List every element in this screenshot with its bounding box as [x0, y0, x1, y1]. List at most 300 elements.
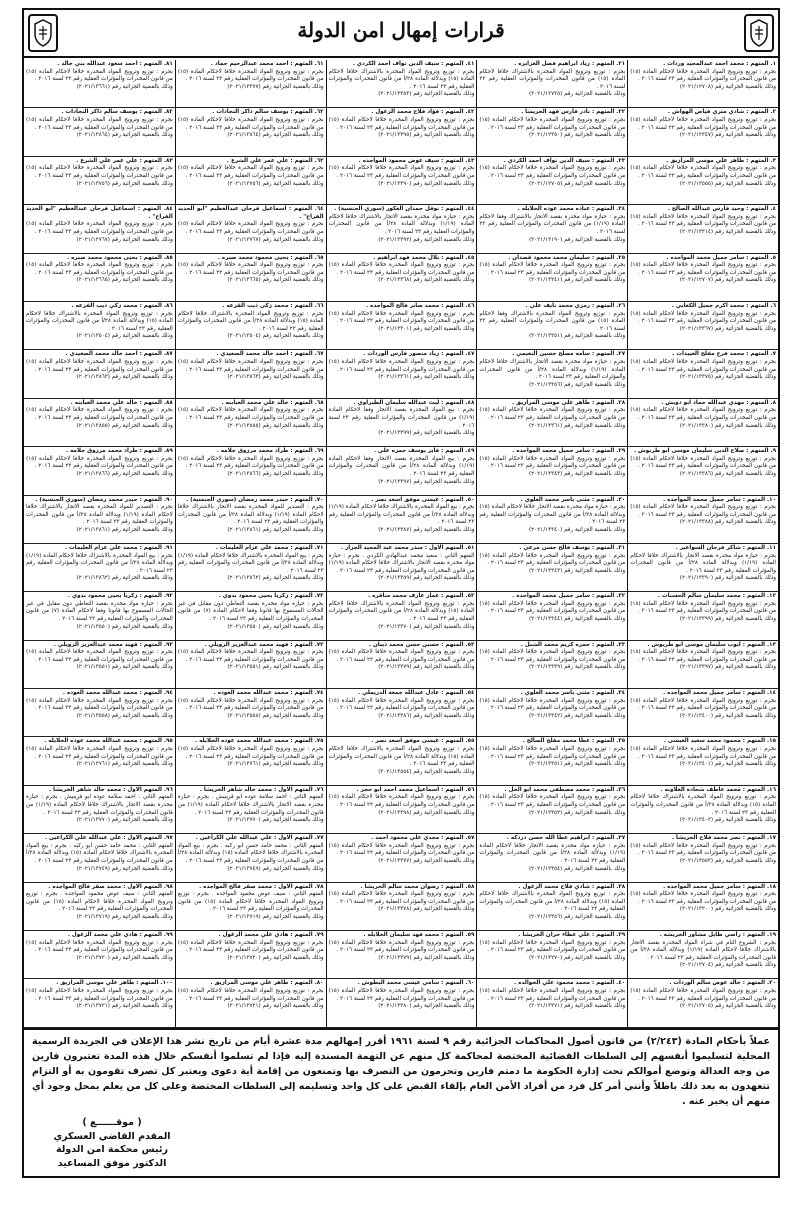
entry-defendant: ٩. المتهم : صلاح الدين سليمان موسى ابو طربوش .: [633, 448, 776, 455]
entry-case-number: وذلك بالقضية الجزائية رقم (٢٠٢١/١٣٧٦٧): [76, 236, 173, 243]
entry-defendant: ٦٦. المتهم : محمد زكي ذيب القزعه .: [222, 302, 324, 309]
entry-defendant: ٣١. المتهم : يوسف فالح حسن مرعي .: [519, 544, 626, 551]
signature-label: ( موقــــــع ): [82, 1117, 142, 1128]
entry-case-number: وذلك بالقضية الجزائية رقم (٢٠٢١/١٣٣٩٠): [378, 180, 475, 187]
entry-charge: بجرم : توزيع وترويج المواد المخدرة خلافا لاحكام المادة (١٥) من قانون المخدرات والمؤثرات العقلية رقم ٢٣ لسنة ٢٠١٦ .: [328, 794, 475, 809]
entry-charge: المتهم الثاني : محمد حامد حسن ابو ركبه . بجرم : بيع المواد المخدرة بالاشتراك خلافا لاحكام المادة (١٥) وبدلالة المادة ٢٨/أ من قانون المخدرات والمؤثرات العقلية رقم ٢٣ لسنة ٢٠١٦ .: [177, 842, 324, 865]
entry-charge: بجرم : حيازة مواد مخدرة بقصد الاتجار بالاشتراك خلافا لاحكام المادة (١/١٩) وبدلالة المادة ٢٨/أ من قانون المخدرات والمؤثرات العقلية رقم ٢٣ لسنة ٢٠١٦ .: [479, 358, 626, 381]
entry-defendant: ٢١. المتهم : زياد ابراهيم فضل العزايزه .: [514, 61, 626, 67]
decision-entry: [176, 60, 326, 108]
entry-defendant: ٦٣. المتهم : علي عمر علي الشرع .: [226, 157, 324, 164]
entry-defendant: ٤. المتهم : وحيد فارس عبدالله الصالح .: [667, 206, 776, 213]
entry-case-number: وذلك بالقضية الجزائية رقم (٢٠٢١/١٣٤٠١): [679, 761, 776, 768]
entry-defendant: ٣٤. المتهم : مثنى ياسر محمد العلوي .: [520, 690, 626, 697]
decision-entry: [477, 60, 627, 108]
entry-case-number: وذلك بالقضية الجزائية رقم (٢٠٢١/١٢٧٠٥): [528, 180, 626, 187]
decision-entry: [628, 931, 778, 979]
entry-defendant: ٩٧. المتهم الاول : علي عبدالله علي الكراعين .: [44, 835, 173, 842]
decision-entry: [176, 205, 326, 253]
entry-case-number: وذلك بالقضية الجزائية رقم (٢٠٢١/١٣٥٥٨): [227, 712, 324, 719]
entry-defendant: ٤٠. المتهم : محمد محمود علي الخوالده .: [514, 980, 626, 987]
entry-charge: بجرم : توزيع وترويج المواد المخدرة بالاشتراك خلافا لاحكام المادة (١٥) وبدلالة المادة ٢٨/أ من قانون المخدرات والمؤثرات العقلية رقم ٢٣ لسنة ٢٠١٦ .: [26, 310, 173, 332]
entry-defendant: ٥. المتهم : سامر جميل محمد المواجده .: [666, 254, 776, 261]
entry-case-number: وذلك بالقضية الجزائية رقم (٢٠٢١/١٣٣٥١): [528, 333, 626, 340]
decision-entry: [24, 205, 175, 253]
entry-charge: بجرم : الشروع التام في شراء المواد المخدرة بقصد الاتجار بالاشتراك خلافا لاحكام المادة (١/١٩) وبدلالة المادة ٢٨/أ من قانون المخدرات والمؤثرات العقلية رقم ٢٣ لسنة ٢٠١٦ .: [630, 939, 776, 961]
entry-defendant: ٤٢. المتهم : فؤاد فلاح محمد الزغول .: [371, 109, 475, 116]
entry-case-number: وذلك بالقضية الجزائية رقم (٢٠٢١/١٢٧٠٧): [679, 277, 776, 284]
entry-charge: المتهم الثاني : سيف عوض محمود المواجده . بجرم : توزيع وترويج المواد المخدرة خلافا لاحكام المادة (١٥) من قانون المخدرات والمؤثرات العقلية رقم ٢٣ لسنة ٢٠١٦ .: [177, 891, 324, 913]
entry-defendant: ١٤. المتهم : سامر جميل محمد المواجده .: [663, 690, 776, 697]
entry-charge: بجرم : حيازة مواد مخدرة بقصد الاتجار خلافا لاحكام المادة (١/١٩) وبدلالة المادة ٢٨/أ من قانون المخدرات والمؤثرات العقلية رقم ٢٣ لسنة ٢٠١٦ .: [479, 842, 626, 865]
decision-entry: [24, 302, 175, 350]
decision-entry: [327, 931, 477, 979]
notice-text: عملاً بأحكام المادة (٢/٢٤٣) من قانون أصول المحاكمات الجزائية رقم ٩ لسنة ١٩٦١ أقرر إمهالهم مدة عشرة أيام من تاريخ نشر هذا الإعلان في الجريدة الرسمية المحلية لتسليموا أنفسهم إلى السلطات القضائية المختصة لمحاكمة كل منهم عن التهمة المسندة إليه فإذا لم تسلموا أنفسكم خلال هذه المدة تعتبرون فارين من وجه العدالة وتوضع أموالكم تحت إدارة الحكومة ما دمتم فارين وتحرمون من التصرف بها وتمنعون من إقامة أية دعوى ويعتبر كل تصرف تقومون به أو التزام تتعهدون به بعد ذلك باطلاً وأنني أمر كل فرد من أفراد الأمن العام بإلقاء القبض على كل واحد وتسليمه إلى السلطات المختصة وعلى كل من يعلم بمحل وجود أي منهم أن يخبر عنه .: [32, 1036, 771, 1107]
entry-case-number: وذلك بالقضية الجزائية رقم (٢٠٢١/١٣١٩٠): [528, 236, 626, 243]
decision-entry: [327, 689, 477, 737]
signature-block: [32, 1116, 192, 1170]
entry-case-number: وذلك بالقضية الجزائية رقم (٢٠٢١/١٢٧٠٥): [679, 1003, 776, 1010]
entry-defendant: ٧٢. المتهم : زكريا يحيى محمود بدوي .: [218, 593, 324, 600]
entry-charge: بجرم : حيازة مواد مخدرة بقصد الاتجار بالاشتراك خلافا لاحكام المادة (١/١٩) وبدلالة المادة ٢٨/أ من قانون المخدرات والمؤثرات العقلية رقم ٢٣ لسنة ٢٠١٦ .: [328, 213, 475, 235]
entry-defendant: ٨٠. المتهم : طاهر علي موسى المرازيق .: [210, 980, 324, 987]
decision-entry: [628, 979, 778, 1027]
decision-entry: [24, 399, 175, 447]
entry-charge: بجرم : توزيع وترويج المواد المخدرة خلافا لاحكام المادة (١٥) من قانون المخدرات والمؤثرات العقلية رقم ٢٣ لسنة ٢٠١٦ .: [26, 221, 173, 235]
entry-defendant: ٢٣. المتهم : سيف الدين نواف احمد الكردي .: [503, 157, 626, 164]
entry-charge: بجرم : توزيع وترويج المواد المخدرة خلافا لاحكام المادة (١٥) من قانون المخدرات والمؤثرات العقلية رقم ٢٣ لسنة ٢٠١٦ .: [328, 842, 475, 857]
entry-case-number: وذلك بالقضية الجزائية رقم (٢٠٢١/١٣٣٣٩): [528, 664, 626, 671]
decision-entry: [176, 496, 326, 544]
entry-case-number: وذلك بالقضية الجزائية رقم (٢٠٢١/١٣٣٨٦): [378, 712, 475, 719]
entry-defendant: ٤٦. المتهم : محمد صابر فالح المواجده .: [366, 302, 475, 309]
entry-defendant: ٧٣. المتهم : فهيد محمد عبدالعزيز الرويلي .: [204, 641, 324, 648]
entry-case-number: وذلك بالقضية الجزائية رقم (٢٠٢١/١٣٣١٤): [679, 228, 776, 235]
entry-charge: بجرم : توزيع وترويج المواد المخدرة خلافا لاحكام المادة (١٥) من قانون المخدرات والمؤثرات العقلية رقم ٢٣ لسنة ٢٠١٦ .: [177, 746, 324, 760]
entry-case-number: وذلك بالقضية الجزائية رقم (٢٠٢١/١٣٥٥٨): [76, 712, 173, 719]
entry-defendant: ٣٦. المتهم : محمد مصطفى محمد ابو الخل .: [504, 786, 626, 793]
decision-entry: [477, 786, 627, 834]
decision-entry: [327, 883, 477, 931]
entry-charge: بجرم : توزيع وترويج المواد المخدرة خلافا لاحكام المادة (١٥) من قانون المخدرات والمؤثرات العقلية رقم ٢٣ لسنة ٢٠١٦ .: [26, 116, 173, 131]
entry-charge: بجرم : توزيع وترويج المواد المخدرة خلافا لاحكام المادة (١٥) من قانون المخدرات والمؤثرات العقلية رقم ٢٣ لسنة ٢٠١٦ .: [26, 358, 173, 373]
decision-column: [175, 60, 326, 1028]
decision-entry: [327, 496, 477, 544]
entry-case-number: وذلك بالقضية الجزائية رقم (٢٠٢١/١٣٨٥٥): [76, 422, 173, 429]
entry-charge: بجرم : توزيع وترويج المواد المخدرة خلافا لاحكام المادة (١٥) من قانون المخدرات والمؤثرات العقلية رقم ٢٣ لسنة ٢٠١٦ .: [630, 407, 776, 421]
entry-charge: بجرم : بيع المواد المخدرة بقصد الاتجار وفقا لاحكام المادة (١/١٩) وبدلالة المادة ٢٨/أ من قانون المخدرات والمؤثرات العقلية رقم ٢٣ لسنة ٢٠١٦ .: [328, 455, 475, 477]
decision-entry: [327, 979, 477, 1027]
entry-case-number: وذلك بالقضية الجزائية رقم (٢٠٢١/١٣٧٥٦): [76, 180, 173, 187]
entry-case-number: وذلك بالقضية الجزائية رقم (٢٠٢١/١٣٨٦٤): [227, 132, 324, 139]
decision-entry: [176, 254, 326, 302]
entry-charge: بجرم : بيع المواد المخدرة بقصد الاتجار وفقا لاحكام المادة (١/١٩) من قانون المخدرات والمؤثرات العقلية رقم ٢٣ لسنة ٢٠١٦ .: [328, 407, 475, 429]
decision-entry: [327, 205, 477, 253]
entry-charge: بجرم : توزيع وترويج المواد المخدرة بالاشتراك وفقا لاحكام المادة (١٥) من قانون المخدرات والمؤثرات العقلية رقم ٢٣ لسنة ٢٠١٦ .: [479, 310, 626, 332]
entry-case-number: وذلك بالقضية الجزائية رقم (٢٠٢١/١٣٣٧١): [528, 1003, 626, 1010]
entry-defendant: ٦٥. المتهم : يحيى محمود محمد صبره .: [217, 254, 324, 261]
entry-charge: بجرم : حيازة مواد مخدرة بقصد التعاطي دون مقابل في غير الحالات المسموح بها قانونا وفقا لاحكام المادة (٧) من قانون المخدرات والمؤثرات العقلية رقم ٢٣ لسنة ٢٠١٦ .: [177, 600, 324, 623]
entry-defendant: ٥٣. المتهم : حسين حسن محمد ذيبان .: [368, 641, 475, 648]
signature-role: رئيس محكمة امن الدولة: [56, 1144, 168, 1155]
entry-defendant: ٤١. المتهم : سيف الدين نواف احمد الكردي .: [352, 61, 475, 67]
entry-defendant: ٤٥. المتهم : بلال محمد فهد ابراهيم .: [373, 254, 475, 261]
entry-case-number: وذلك بالقضية الجزائية رقم (٢٠٢١/١٣٨٦١): [76, 526, 173, 533]
entry-charge: بجرم : توزيع وترويج المواد المخدرة خلافا لاحكام المادة (١٥) من قانون المخدرات والمؤثرات العقلية رقم ٢٣ لسنة ٢٠١٦ .: [177, 221, 324, 235]
entry-defendant: ٨. المتهم : مهدي عبدالله حماد ابو دويش .: [661, 399, 776, 406]
entry-charge: بجرم : توزيع وترويج المواد المخدرة خلافا لاحكام المادة (١٥) من قانون المخدرات والمؤثرات العقلية رقم ٢٣ لسنة ٢٠١٦ .: [630, 988, 776, 1002]
entry-charge: بجرم : توزيع وترويج المواد المخدرة خلافا لاحكام المادة (١٥) من قانون المخدرات والمؤثرات العقلية رقم ٢٣ لسنة ٢٠١٦ .: [479, 794, 626, 809]
entry-defendant: ٦٧. المتهم : احمد خالد محمد الصعيدي .: [216, 351, 324, 358]
entry-charge: بجرم : توزيع وترويج المواد المخدرة بالاشتراك خلافا لاحكام المادة (١٥) وبدلالة المادة ٢٨/أ من قانون المخدرات والمؤثرات العقلية رقم ٢٣ لسنة ٢٠١٦ .: [328, 600, 475, 623]
entry-charge: بجرم : توزيع وترويج المواد المخدرة خلافا لاحكام المادة (١٥) من قانون المخدرات والمؤثرات العقلية رقم ٢٣ لسنة ٢٠١٦ .: [177, 407, 324, 421]
entry-case-number: وذلك بالقضية الجزائية رقم (٢٠٢١/١٣٣٤٤): [528, 616, 626, 623]
decision-entry: [327, 834, 477, 882]
decision-entry: [24, 834, 175, 882]
entry-charge: بجرم : حيازة مواد مخدرة بقصد الاتجار بالاشتراك وفقا لاحكام المادة (١/١٩) من قانون المخدرات والمؤثرات العقلية رقم ٢٣ لسنة ٢٠١٦ .: [479, 213, 626, 235]
entry-charge: بجرم : توزيع وترويج المواد المخدرة خلافا لاحكام المادة (١٥) من قانون المخدرات والمؤثرات العقلية رقم ٢٣ لسنة ٢٠١٦ .: [177, 116, 324, 131]
entry-charge: بجرم : التصدير للمواد المخدرة بقصد الاتجار بالاشتراك خلافا لاحكام المادة (١/١٩) وبدلالة المادة ٢٨/أ من قانون المخدرات والمؤثرات العقلية رقم ٢٣ لسنة ٢٠١٦ .: [26, 504, 173, 526]
entry-charge: بجرم : توزيع وترويج المواد المخدرة خلافا لاحكام المادة (١٥) من قانون المخدرات والمؤثرات العقلية رقم ٢٣ لسنة ٢٠١٦ .: [177, 68, 324, 83]
decision-entry: [327, 786, 477, 834]
entry-case-number: وذلك بالقضية الجزائية رقم (٢٠٢١/١٣٣٨٦): [679, 470, 776, 477]
decision-entry: [327, 108, 477, 156]
entry-charge: بجرم : توزيع وترويج المواد المخدرة خلافا لاحكام المادة (١٥) من قانون المخدرات والمؤثرات العقلية رقم ٢٣ لسنة ٢٠١٦ .: [479, 552, 626, 567]
decision-entry: [24, 60, 175, 108]
decision-entry: [24, 592, 175, 640]
entry-case-number: وذلك بالقضية الجزائية رقم (٢٠٢١/١٣٤٠٣): [679, 817, 776, 824]
decision-entry: [176, 108, 326, 156]
decision-entry: [628, 157, 778, 205]
entry-charge: بجرم : توزيع وترويج المواد المخدرة خلافا لاحكام المادة (١٥) من قانون المخدرات والمؤثرات العقلية رقم ٢٣ لسنة ٢٠١٦ .: [479, 697, 626, 712]
entry-defendant: ٤٤. المتهم : نوفل حمدان العكور (سوري الجنسية) .: [334, 206, 475, 213]
entry-case-number: وذلك بالقضية الجزائية رقم (٢٠٢١/١٣٥٥٤): [378, 768, 475, 775]
entry-charge: بجرم : توزيع وترويج المواد المخدرة خلافا لاحكام المادة (١٥) من قانون المخدرات والمؤثرات العقلية رقم ٢٣ لسنة ٢٠١٦ .: [26, 939, 173, 954]
entry-case-number: وذلك بالقضية الجزائية رقم (٢٠٢١/١٣٣٠١): [378, 325, 475, 332]
entry-defendant: ٦. المتهم : محمد اكرم جميل الكعابي .: [671, 302, 776, 309]
entry-defendant: ٩١. المتهم : محمد علي عزام العليمات .: [64, 544, 173, 551]
decision-entry: [477, 108, 627, 156]
entry-defendant: ٦٠. المتهم : سامي عيسى محمد البطوش .: [357, 980, 475, 987]
decision-entry: [24, 108, 175, 156]
entry-charge: بجرم : توزيع وترويج المواد المخدرة بالاشتراك خلافا لاحكام المادة (١٥) وبدلالة المادة ٢٨/أ من قانون المخدرات والمؤثرات العقلية رقم ٢٣ لسنة ٢٠١٦ .: [479, 891, 626, 913]
entry-case-number: وذلك بالقضية الجزائية رقم (٢٠٢١/١٣٣٤٣): [528, 470, 626, 477]
entry-defendant: ٧٤. المتهم : محمد عبدالله محمد العوده .: [213, 690, 324, 697]
entry-case-number: وذلك بالقضية الجزائية رقم (٢٠٢١/١٣٧١٩): [227, 914, 324, 921]
entry-case-number: وذلك بالقضية الجزائية رقم (٢٠٢١/١٢٧٣٥): [528, 91, 626, 98]
entry-charge: المتهم الثاني : سيف عوض محمود المواجده . بجرم : توزيع وترويج المواد المخدرة خلافا لاحكام المادة (١٥) من قانون المخدرات والمؤثرات العقلية رقم ٢٣ لسنة ٢٠١٦ .: [26, 891, 173, 913]
entry-case-number: وذلك بالقضية الجزائية رقم (٢٠٢١/١٣٣٦٧): [679, 325, 776, 332]
entry-defendant: ٤٧. المتهم : زياد منصور فارس الوردات .: [363, 351, 475, 358]
entry-defendant: ٨٤. المتهم : اسماعيل فرحان عبدالعظيم "ابو الحديد الفراج" .: [26, 206, 173, 220]
entry-charge: بجرم : توزيع وترويج المواد المخدرة خلافا لاحكام المادة (١٥) من قانون المخدرات والمؤثرات العقلية رقم ٢٣ لسنة ٢٠١٦ .: [630, 842, 776, 857]
decision-entry: [176, 157, 326, 205]
entry-charge: بجرم : توزيع وترويج المواد المخدرة خلافا لاحكام المادة (١٥) من قانون المخدرات والمؤثرات العقلية رقم ٢٣ لسنة ٢٠١٦ .: [177, 358, 324, 373]
entry-case-number: وذلك بالقضية الجزائية رقم (٢٠٢١/١٣٣٧٨): [378, 906, 475, 913]
page-header: [24, 10, 778, 58]
entry-case-number: وذلك بالقضية الجزائية رقم (٢٠٢١/١٣٣٤٠): [528, 526, 626, 533]
entry-charge: بجرم : توزيع وترويج المواد المخدرة خلافا لاحكام المادة (١٥) من قانون المخدرات والمؤثرات العقلية رقم ٢٣ لسنة ٢٠١٦ .: [630, 746, 776, 760]
entry-defendant: ٧. المتهم : محمد فرج مفلح العبيدات .: [672, 351, 776, 358]
entry-charge: بجرم : توزيع وترويج المواد المخدرة خلافا لاحكام المادة (١٥) من قانون المخدرات والمؤثرات العقلية رقم ٢٣ لسنة ٢٠١٦ .: [26, 649, 173, 663]
decision-entry: [628, 302, 778, 350]
decision-entry: [628, 496, 778, 544]
entry-charge: بجرم : توزيع وترويج المواد المخدرة بالاشتراك خلافا لاحكام المادة (١٥) وبدلالة المادة ٢٨/أ من قانون المخدرات والمؤثرات العقلية رقم ٢٣ لسنة ٢٠١٦ .: [328, 746, 475, 768]
decision-entry: [327, 157, 477, 205]
entry-defendant: ٥٠. المتهم : عيسى موفق اسعد نصر .: [371, 496, 475, 503]
decision-entry: [628, 786, 778, 834]
entry-case-number: وذلك بالقضية الجزائية رقم (٢٠٢١/١٣٨٦٢): [227, 575, 324, 582]
entry-charge: بجرم : توزيع وترويج المواد المخدرة خلافا لاحكام المادة (١٥) من قانون المخدرات والمؤثرات العقلية رقم ٢٣ لسنة ٢٠١٦ .: [479, 165, 626, 179]
entry-charge: بجرم : توزيع وترويج المواد المخدرة خلافا لاحكام المادة (١٥) من قانون المخدرات والمؤثرات العقلية رقم ٢٣ لسنة ٢٠١٦ .: [479, 649, 626, 663]
entry-case-number: وذلك بالقضية الجزائية رقم (٢٠٢١/١٣٣٨٠): [378, 1003, 475, 1010]
decision-entry: [24, 689, 175, 737]
decision-entry: [628, 737, 778, 785]
decision-column: [326, 60, 477, 1028]
entry-defendant: ١٨. المتهم : سامر جميل محمد المواجده .: [663, 883, 776, 890]
entry-charge: بجرم : توزيع وترويج المواد المخدرة خلافا لاحكام المادة (١٥) من قانون المخدرات والمؤثرات العقلية رقم ٢٣ لسنة ٢٠١٦ .: [328, 116, 475, 131]
entry-charge: بجرم : توزيع وترويج المواد المخدرة خلافا لاحكام المادة (١٥) من قانون المخدرات والمؤثرات العقلية رقم ٢٣ لسنة ٢٠١٦ .: [479, 939, 626, 954]
entry-defendant: ٢٠. المتهم : خالد عوض سالم الوردات .: [669, 980, 776, 987]
decision-entry: [477, 641, 627, 689]
decision-entry: [176, 689, 326, 737]
decision-entry: [24, 786, 175, 834]
decision-column: [24, 60, 175, 1028]
decision-entry: [176, 592, 326, 640]
entry-defendant: ٨٦. المتهم : محمد زكي ذيب القزعه .: [71, 302, 173, 309]
entry-charge: بجرم : توزيع وترويج المواد المخدرة خلافا لاحكام المادة (١٥) من قانون المخدرات والمؤثرات العقلية رقم ٢٣ لسنة ٢٠١٦ .: [479, 746, 626, 760]
decisions-grid: [24, 60, 778, 1028]
entry-defendant: ٦٤. المتهم : اسماعيل فرحان عبدالعظيم "ابو الحديد الفراج" .: [177, 206, 324, 220]
decision-entry: [628, 205, 778, 253]
entry-defendant: ١٠. المتهم : سامر جميل محمد المواجده .: [663, 496, 776, 503]
entry-case-number: وذلك بالقضية الجزائية رقم (٢٠٢١/١٣٨٦٣): [76, 374, 173, 381]
entry-defendant: ٧٩. المتهم : هادي علي محمد الزغول .: [218, 932, 324, 939]
decision-entry: [477, 254, 627, 302]
entry-charge: بجرم : حيازة مواد مخدرة بقصد الاتجار بالاشتراك خلافا لاحكام المادة (١/١٩) وبدلالة المادة ٢٨/أ من قانون المخدرات والمؤثرات العقلية رقم ٢٣ لسنة ٢٠١٦ .: [630, 552, 776, 574]
entry-charge: بجرم : توزيع وترويج المواد المخدرة خلافا لاحكام المادة (١٥) من قانون المخدرات والمؤثرات العقلية رقم ٢٣ لسنة ٢٠١٦ .: [630, 697, 776, 712]
entry-defendant: ٣٣. المتهم : حمزه كريم محمد الشبل .: [520, 641, 626, 648]
entry-case-number: وذلك بالقضية الجزائية رقم (٢٠٢١/١٣٣٥١): [528, 761, 626, 768]
entry-defendant: ٥٨. المتهم : رضوان محمد سالم الخريشا .: [360, 883, 475, 890]
entry-case-number: وذلك بالقضية الجزائية رقم (٢٠٢١/١٣٢٤١): [528, 277, 626, 284]
entry-case-number: وذلك بالقضية الجزائية رقم (٢٠٢١/١٣٧٢٠): [227, 954, 324, 961]
entry-case-number: وذلك بالقضية الجزائية رقم (٢٠٢١/١٣٣٩٧): [679, 664, 776, 671]
decision-column: [627, 60, 778, 1028]
decision-entry: [24, 883, 175, 931]
entry-case-number: وذلك بالقضية الجزائية رقم (٢٠٢١/١٣٧٢١): [76, 1003, 173, 1010]
entry-charge: بجرم : توزيع وترويج المواد المخدرة خلافا لاحكام المادة (١٥) من قانون المخدرات والمؤثرات العقلية رقم ٢٣ لسنة ٢٠١٦ .: [177, 455, 324, 470]
decision-entry: [477, 737, 627, 785]
entry-charge: بجرم : توزيع وترويج المواد المخدرة بالاشتراك خلافا لاحكام المادة (١٥) من قانون المخدرات والمؤثرات العقلية رقم ٢٣ لسنة ٢٠١٦ .: [479, 68, 626, 90]
entry-charge: بجرم : توزيع وترويج المواد المخدرة خلافا لاحكام المادة (١٥) من قانون المخدرات والمؤثرات العقلية رقم ٢٣ لسنة ٢٠١٦ .: [630, 165, 776, 179]
decision-entry: [176, 786, 326, 834]
entry-charge: المتهم الثاني : سعيد محمد عبدالهادي الكردي . بجرم : حيازة مواد مخدرة بقصد الاتجار بالاشتراك خلافا لاحكام المادة (١/١٩) من قانون المخدرات والمؤثرات العقلية رقم ٢٣ لسنة ٢٠١٦ .: [328, 552, 475, 574]
entry-charge: بجرم : توزيع وترويج المواد المخدرة خلافا لاحكام المادة (١٥) من قانون المخدرات والمؤثرات العقلية رقم ٢٣ لسنة ٢٠١٦ .: [328, 358, 475, 373]
entry-defendant: ٦٢. المتهم : يوسف سالم ذاكر النجادات .: [212, 109, 324, 116]
entry-case-number: وذلك بالقضية الجزائية رقم (٢٠٢١/١٣٧٦١): [227, 761, 324, 768]
entry-defendant: ١٢. المتهم : محمد سليمان سالم الحسنات .: [657, 593, 776, 600]
entry-charge: بجرم : توزيع وترويج المواد المخدرة خلافا لاحكام المادة (١٥) من قانون المخدرات والمؤثرات العقلية رقم ٢٣ لسنة ٢٠١٦ .: [630, 116, 776, 131]
decision-entry: [327, 737, 477, 785]
entry-charge: بجرم : توزيع وترويج المواد المخدرة خلافا لاحكام المادة (١٥) من قانون المخدرات والمؤثرات العقلية رقم ٢٣ لسنة ٢٠١٦ .: [630, 358, 776, 373]
entry-defendant: ٣٢. المتهم : سامر جميل محمد المواجده .: [512, 593, 626, 600]
entry-charge: المتهم الثاني : احمد سلامة عوده ابو قرينيش . بجرم : حيازة مخدرة بقصد الاتجار بالاشتراك خلافا لاحكام المادة (١/١٩) من قانون المخدرات والمؤثرات العقلية رقم ٢٣ لسنة ٢٠١٦ .: [177, 794, 324, 816]
decision-entry: [628, 399, 778, 447]
decision-entry: [628, 350, 778, 398]
entry-case-number: وذلك بالقضية الجزائية رقم (٢٠٢١/١٣٧١٩): [76, 914, 173, 921]
entry-case-number: وذلك بالقضية الجزائية رقم (٢٠٢١/١٣٣٧٧): [227, 83, 324, 90]
entry-defendant: ١٠٠. المتهم : طاهر علي موسى المرازيق .: [56, 980, 173, 987]
decision-entry: [477, 931, 627, 979]
decision-entry: [477, 302, 627, 350]
entry-charge: بجرم : توزيع وترويج المواد المخدرة خلافا لاحكام المادة (١٥) من قانون المخدرات والمؤثرات العقلية رقم ٢٣ لسنة ٢٠١٦ .: [479, 407, 626, 421]
entry-charge: المتهم الثاني : احمد سلامة عوده ابو قرينيش . بجرم : حيازة مخدرة بقصد الاتجار بالاشتراك خلافا لاحكام المادة (١/١٩) من قانون المخدرات والمؤثرات العقلية رقم ٢٣ لسنة ٢٠١٦ .: [26, 794, 173, 816]
entry-case-number: وذلك بالقضية الجزائية رقم (٢٠٢١/١٣٣٧٧): [378, 858, 475, 865]
entry-case-number: وذلك بالقضية الجزائية رقم (٢٠٢١/١٣٥٠٤): [227, 333, 324, 340]
decision-entry: [628, 544, 778, 592]
entry-case-number: وذلك بالقضية الجزائية رقم (٢٠٢١/١٣٥٥٠): [76, 623, 173, 630]
decision-entry: [628, 689, 778, 737]
entry-case-number: وذلك بالقضية الجزائية رقم (٢٠٢١/١٣٣٧٥): [679, 374, 776, 381]
entry-charge: بجرم : توزيع وترويج المواد المخدرة خلافا لاحكام المادة (١٥) من قانون المخدرات والمؤثرات العقلية رقم ٢٣ لسنة ٢٠١٦ .: [328, 697, 475, 712]
entry-charge: بجرم : توزيع وترويج المواد المخدرة خلافا لاحكام المادة (١٥) من قانون المخدرات والمؤثرات العقلية رقم ٢٣ لسنة ٢٠١٦ .: [630, 891, 776, 905]
entry-defendant: ٩٨. المتهم الاول : محمد صقر فالح المواجده .: [48, 883, 173, 890]
entry-case-number: وذلك بالقضية الجزائية رقم (٢٠٢١/١٣٨٦٢): [76, 575, 173, 582]
entry-defendant: ٩٤. المتهم : محمد عبدالله محمد العوده .: [62, 690, 173, 697]
entry-defendant: ١٥. المتهم : محمود محمد سعيد العيسى .: [663, 738, 776, 745]
entry-case-number: وذلك بالقضية الجزائية رقم (٢٠٢١/١٣٨٦٣): [227, 374, 324, 381]
entry-charge: بجرم : توزيع وترويج المواد المخدرة بالاشتراك خلافا لاحكام المادة (١٥) وبدلالة المادة ٢٨/أ من قانون المخدرات والمؤثرات العقلية رقم ٢٣ لسنة ٢٠١٦ .: [328, 68, 475, 90]
entry-case-number: وذلك بالقضية الجزائية رقم (٢٠٢١/١٣٣٧٩): [378, 954, 475, 961]
entry-charge: بجرم : بيع المواد المخدرة بالاشتراك خلافا لاحكام المادة (١/١٩) وبدلالة المادة ٢٨/أ من قانون المخدرات والمؤثرات العقلية رقم ٢٣ لسنة ٢٠١٦ .: [328, 504, 475, 526]
decision-entry: [176, 737, 326, 785]
entry-charge: بجرم : توزيع وترويج المواد المخدرة خلافا لاحكام المادة (١٥) من قانون المخدرات والمؤثرات العقلية رقم ٢٣ لسنة ٢٠١٦ .: [177, 988, 324, 1002]
page-title: قرارات إمهال امن الدولة: [297, 18, 505, 42]
entry-defendant: ١٩. المتهم : راضي طايل مشاور الخريشه .: [659, 932, 776, 939]
entry-defendant: ٤٣. المتهم : سيف عوض محمود المواجده .: [358, 157, 475, 164]
entry-case-number: وذلك بالقضية الجزائية رقم (٢٠٢١/١٣٣٥٦): [528, 381, 626, 388]
entry-charge: بجرم : توزيع وترويج المواد المخدرة خلافا لاحكام المادة (١٥) من قانون المخدرات والمؤثرات العقلية رقم ٢٣ لسنة ٢٠١٦ .: [328, 988, 475, 1002]
entry-case-number: وذلك بالقضية الجزائية رقم (٢٠٢١/١٣٣٩٩): [679, 616, 776, 623]
decision-entry: [327, 447, 477, 495]
entry-case-number: وذلك بالقضية الجزائية رقم (٢٠٢١/١٣٥٥٣): [679, 858, 776, 865]
entry-case-number: وذلك بالقضية الجزائية رقم (٢٠٢١/١٣٧٦١): [76, 761, 173, 768]
entry-case-number: وذلك بالقضية الجزائية رقم (٢٠٢١/١٣٥٥١): [227, 664, 324, 671]
signature-name: المقدم القاضي العسكري: [53, 1130, 171, 1142]
decision-entry: [477, 399, 627, 447]
entry-defendant: ٣٥. المتهم : عطا محمد مفلح الصالح .: [522, 738, 626, 745]
entry-case-number: وذلك بالقضية الجزائية رقم (٢٠٢١/١٣٧٥٦): [227, 180, 324, 187]
entry-case-number: وذلك بالقضية الجزائية رقم (٢٠٢١/١٣٧٦٧): [227, 236, 324, 243]
entry-case-number: وذلك بالقضية الجزائية رقم (٢٠٢١/١٣٨٦٦): [76, 470, 173, 477]
entry-charge: بجرم : توزيع وترويج المواد المخدرة خلافا لاحكام المادة (١٥) من قانون المخدرات والمؤثرات العقلية رقم ٢٣ لسنة ٢٠١٦ .: [328, 165, 475, 179]
entry-defendant: ٢٩. المتهم : سامر جميل محمد المواجده .: [512, 448, 626, 455]
entry-charge: بجرم : حيازة مواد مخدرة بقصد التعاطي دون مقابل في غير الحالات المسموح بها قانونا وفقا لاحكام المادة (٧) من قانون المخدرات والمؤثرات العقلية رقم ٢٣ لسنة ٢٠١٦ .: [26, 600, 173, 623]
decision-entry: [24, 641, 175, 689]
entry-defendant: ١١. المتهم : شاكر فرحان السواعير .: [675, 544, 776, 551]
decision-entry: [24, 157, 175, 205]
decision-column: [476, 60, 627, 1028]
decision-entry: [327, 399, 477, 447]
decision-entry: [628, 883, 778, 931]
decision-entry: [327, 641, 477, 689]
entry-case-number: وذلك بالقضية الجزائية رقم (٢٠٢١/١٣٣٥٩): [378, 575, 475, 582]
entry-defendant: ١٦. المتهم : محمد عاطف شحادة العلاونه .: [660, 786, 776, 793]
entry-defendant: ٨٥. المتهم : يحيى محمود محمد صبره .: [67, 254, 173, 261]
decision-entry: [176, 399, 326, 447]
entry-defendant: ١٣. المتهم : ايوب سليمان موسى ابو طربوش .: [647, 641, 776, 648]
entry-case-number: وذلك بالقضية الجزائية رقم (٢٠٢١/١٣٣٨٨): [679, 519, 776, 526]
entry-defendant: ٩٠. المتهم : حيدر محمد رمضان (سوري الجنسية) .: [35, 496, 173, 503]
entry-charge: بجرم : توزيع وترويج المواد المخدرة خلافا لاحكام المادة (١٥) من قانون المخدرات والمؤثرات العقلية رقم ٢٣ لسنة ٢٠١٦ .: [26, 165, 173, 179]
notice-footer: [24, 1028, 778, 1176]
entry-charge: بجرم : توزيع وترويج المواد المخدرة خلافا لاحكام المادة (١٥) من قانون المخدرات والمؤثرات العقلية رقم ٢٣ لسنة ٢٠١٦ .: [479, 988, 626, 1002]
entry-case-number: وذلك بالقضية الجزائية رقم (٢٠٢١/١٣٣٥٤): [528, 865, 626, 872]
decision-entry: [628, 834, 778, 882]
decision-entry: [477, 592, 627, 640]
entry-charge: بجرم : توزيع وترويج المواد المخدرة خلافا لاحكام المادة (١٥) من قانون المخدرات والمؤثرات العقلية رقم ٢٣ لسنة ٢٠١٦ .: [26, 262, 173, 276]
entry-case-number: وذلك بالقضية الجزائية رقم (٢٠٢١/١٣٧٧٠): [227, 817, 324, 824]
entry-case-number: وذلك بالقضية الجزائية رقم (٢٠٢١/١٢٧٠٨): [679, 83, 776, 90]
entry-charge: بجرم : بيع المواد المخدرة بالاشتراك خلافا لاحكام المادة (١/١٩) وبدلالة المادة ٢٨/أ من قانون المخدرات والمؤثرات العقلية رقم ٢٣ لسنة ٢٠١٦ .: [26, 552, 173, 574]
entry-defendant: ٥٤. المتهم : عادل عبدالله جمعة الدريملي .: [358, 690, 475, 697]
decision-entry: [628, 592, 778, 640]
entry-charge: بجرم : توزيع وترويج المواد المخدرة خلافا لاحكام المادة (١٥) من قانون المخدرات والمؤثرات العقلية رقم ٢٣ لسنة ٢٠١٦ .: [177, 939, 324, 954]
decision-entry: [327, 254, 477, 302]
entry-case-number: وذلك بالقضية الجزائية رقم (٢٠٢١/١٣٦٦١): [76, 83, 173, 90]
entry-charge: بجرم : توزيع وترويج المواد المخدرة خلافا لاحكام المادة (١٥) من قانون المخدرات والمؤثرات العقلية رقم ٢٣ لسنة ٢٠١٦ .: [630, 455, 776, 470]
entry-case-number: وذلك بالقضية الجزائية رقم (٢٠٢١/١٣٢٧٠): [528, 954, 626, 961]
entry-case-number: وذلك بالقضية الجزائية رقم (٢٠٢١/١٣٣٩٠): [679, 575, 776, 582]
decision-entry: [477, 447, 627, 495]
entry-charge: بجرم : توزيع وترويج المواد المخدرة خلافا لاحكام المادة (١٥) من قانون المخدرات والمؤثرات العقلية رقم ٢٣ لسنة ٢٠١٦ .: [479, 600, 626, 615]
entry-charge: المتهم الثاني : محمد حامد حسن ابو ركبه . بجرم : بيع المواد المخدرة بالاشتراك خلافا لاحكام المادة (١٥) وبدلالة المادة ٢٨/أ من قانون المخدرات والمؤثرات العقلية رقم ٢٣ لسنة ٢٠١٦ .: [26, 842, 173, 865]
entry-defendant: ٢٢. المتهم : نادر فارس فهد الخريشا .: [521, 109, 626, 116]
entry-defendant: ٩٣. المتهم : فهيد محمد عبدالعزيز الرويلي .: [53, 641, 173, 648]
decision-entry: [477, 544, 627, 592]
entry-charge: بجرم : توزيع وترويج المواد المخدرة خلافا لاحكام المادة (١٥) من قانون المخدرات والمؤثرات العقلية رقم ٢٣ لسنة ٢٠١٦ .: [630, 600, 776, 615]
entry-defendant: ٢٨. المتهم : طاهر علي موسى المرازيق .: [511, 399, 626, 406]
entry-case-number: وذلك بالقضية الجزائية رقم (٢٠٢١/١٣٣٥٦): [528, 914, 626, 921]
decision-entry: [176, 931, 326, 979]
entry-defendant: ٩٢. المتهم : زكريا يحيى محمود بدوي .: [67, 593, 173, 600]
entry-charge: بجرم : توزيع وترويج المواد المخدرة خلافا لاحكام المادة (١٥) من قانون المخدرات والمؤثرات العقلية رقم ٢٣ لسنة ٢٠١٦ .: [26, 746, 173, 760]
entry-case-number: وذلك بالقضية الجزائية رقم (٢٠٢١/١٣٧٢٠): [76, 954, 173, 961]
document-frame: [22, 8, 780, 1178]
entry-defendant: ٥٥. المتهم : عيسى موفق اسعد نصر .: [371, 738, 475, 745]
decision-entry: [24, 254, 175, 302]
entry-charge: بجرم : توزيع وترويج المواد المخدرة خلافا لاحكام المادة (١٥) من قانون المخدرات والمؤثرات العقلية رقم ٢٣ لسنة ٢٠١٦ .: [177, 649, 324, 663]
entry-case-number: وذلك بالقضية الجزائية رقم (٢٠٢١/١٣٥٥١): [76, 664, 173, 671]
entry-defendant: ٩٩. المتهم : هادي علي محمد الزغول .: [67, 932, 173, 939]
entry-charge: بجرم : توزيع وترويج المواد المخدرة خلافا لاحكام المادة (١٥) من قانون المخدرات والمؤثرات العقلية رقم ٢٣ لسنة ٢٠١٦ .: [630, 310, 776, 325]
decision-entry: [24, 931, 175, 979]
entry-charge: بجرم : توزيع وترويج المواد المخدرة خلافا لاحكام المادة (١٥) من قانون المخدرات والمؤثرات العقلية رقم ٢٣ لسنة ٢٠١٦ .: [26, 697, 173, 712]
entry-case-number: وذلك بالقضية الجزائية رقم (٢٠٢١/١٣٣٦٨): [378, 277, 475, 284]
entry-defendant: ٢٤. المتهم : عباده محمد عوده الخلايله .: [517, 206, 626, 213]
entry-case-number: وذلك بالقضية الجزائية رقم (٢٠٢١/١٣٥٠٤): [76, 333, 173, 340]
decision-entry: [24, 447, 175, 495]
entry-defendant: ٢٦. المتهم : رمزي محمد نايف علي .: [525, 302, 626, 309]
entry-charge: بجرم : توزيع وترويج المواد المخدرة خلافا لاحكام المادة (١٥) من قانون المخدرات والمؤثرات العقلية رقم ٢٣ لسنة ٢٠١٦ .: [328, 891, 475, 905]
decision-entry: [176, 834, 326, 882]
entry-case-number: وذلك بالقضية الجزائية رقم (٢٠٢١/١٣٦٦٥): [76, 277, 173, 284]
entry-charge: بجرم : توزيع وترويج المواد المخدرة خلافا لاحكام المادة (١٥) من قانون المخدرات والمؤثرات العقلية رقم ٢٣ لسنة ٢٠١٦ .: [328, 310, 475, 325]
entry-charge: بجرم : توزيع وترويج المواد المخدرة خلافا لاحكام المادة (١٥) من قانون المخدرات والمؤثرات العقلية رقم ٢٣ لسنة ٢٠١٦ .: [630, 262, 776, 276]
entry-charge: بجرم : توزيع وترويج المواد المخدرة خلافا لاحكام المادة (١٥) من قانون المخدرات والمؤثرات العقلية رقم ٢٣ لسنة ٢٠١٦ .: [630, 213, 776, 228]
entry-case-number: وذلك بالقضية الجزائية رقم (٢٠٢١/١٣٧٤٩): [76, 865, 173, 872]
